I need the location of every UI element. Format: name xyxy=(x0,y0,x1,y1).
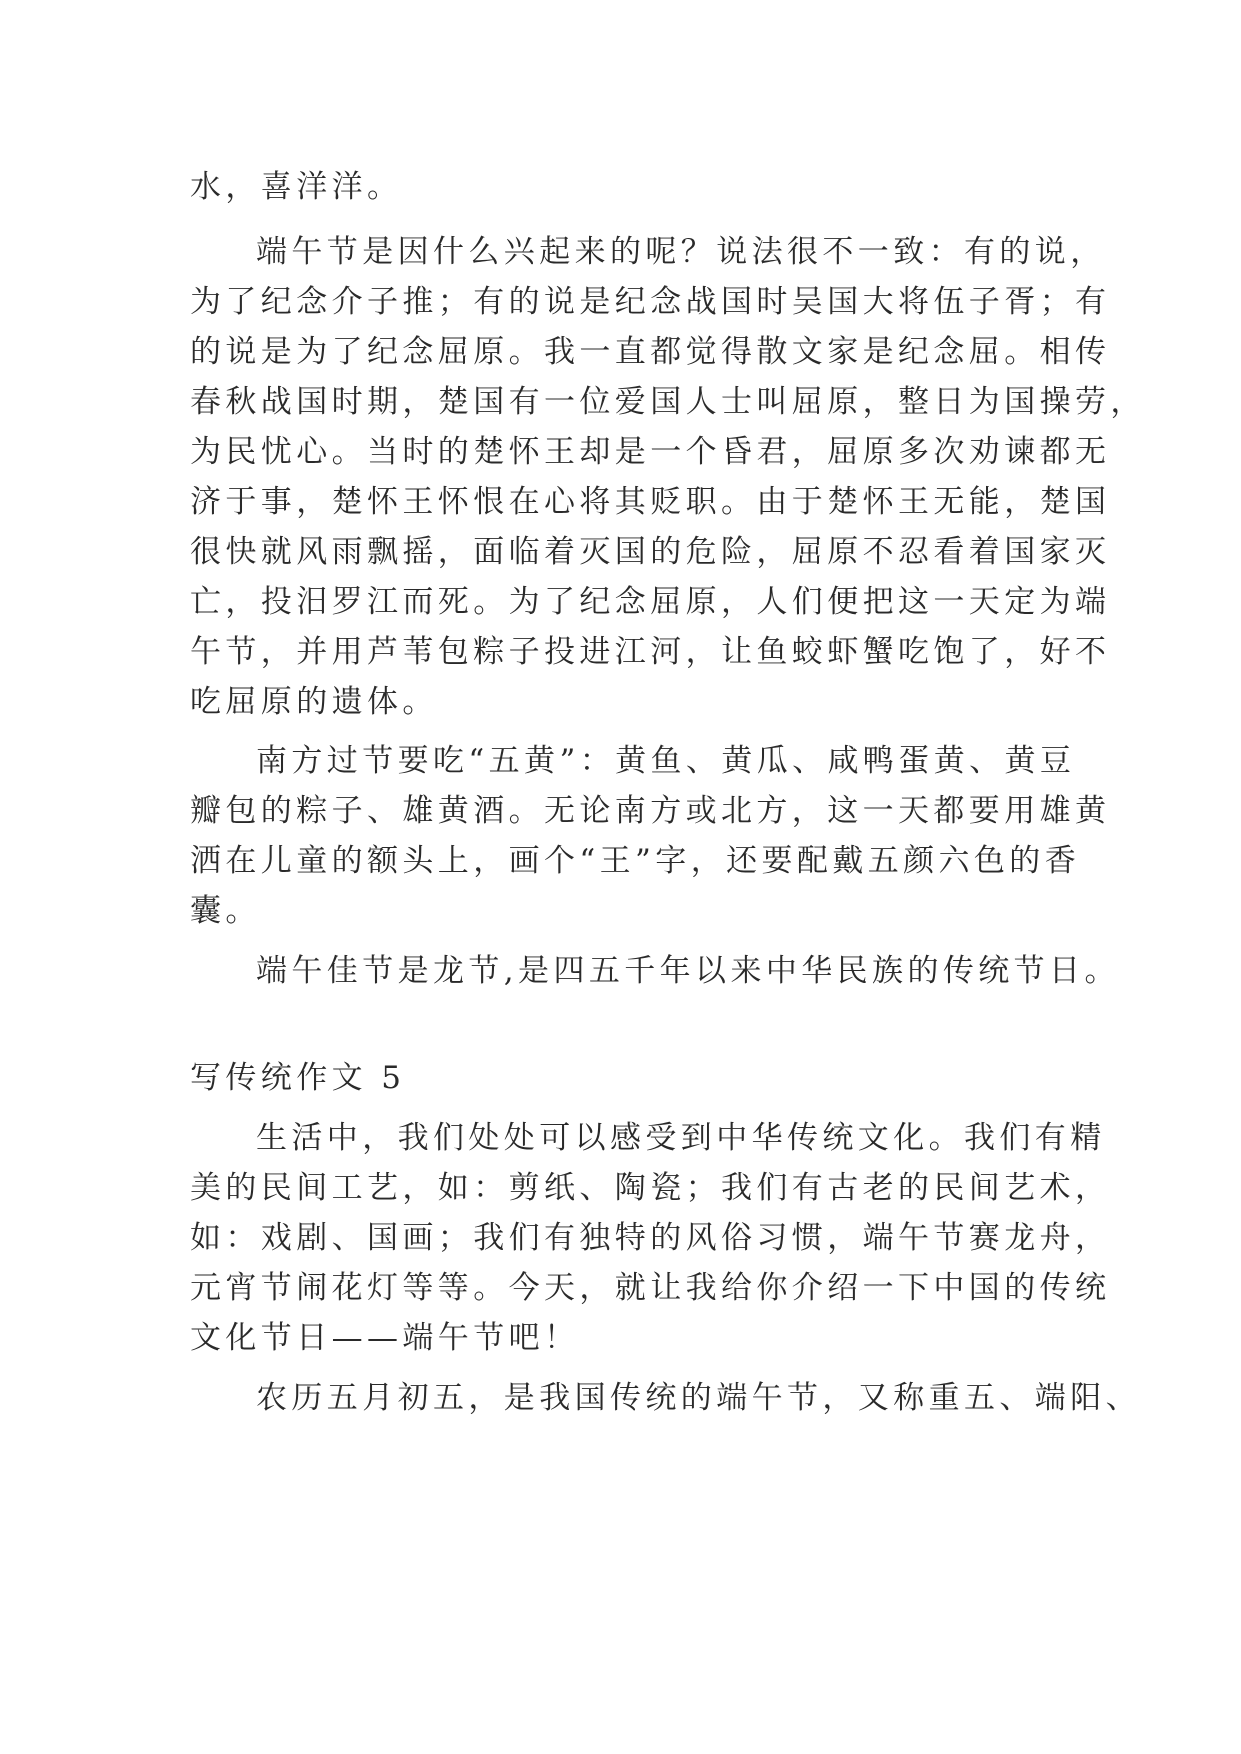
paragraph-start-line: 端午节是因什么兴起来的呢？说法很不一致：有的说， xyxy=(256,234,1106,270)
text-line: 如：戏剧、国画；我们有独特的风俗习惯，端午节赛龙舟， xyxy=(190,1220,1111,1256)
text-line: 很快就风雨飘摇，面临着灭国的危险，屈原不忍看着国家灭 xyxy=(190,534,1111,570)
text-line: 的说是为了纪念屈原。我一直都觉得散文家是纪念屈。相传 xyxy=(190,334,1111,370)
text-line: 亡，投汨罗江而死。为了纪念屈原，人们便把这一天定为端 xyxy=(190,584,1111,620)
text-line: 春秋战国时期，楚国有一位爱国人士叫屈原，整日为国操劳， xyxy=(190,384,1146,420)
text-line: 元宵节闹花灯等等。今天，就让我给你介绍一下中国的传统 xyxy=(190,1270,1111,1306)
text-line: 文化节日——端午节吧！ xyxy=(190,1320,580,1356)
text-line: 水，喜洋洋。 xyxy=(190,169,403,205)
paragraph-start-line: 生活中，我们处处可以感受到中华传统文化。我们有精 xyxy=(256,1120,1106,1156)
text-line: 济于事，楚怀王怀恨在心将其贬职。由于楚怀王无能，楚国 xyxy=(190,484,1111,520)
text-line: 吃屈原的遗体。 xyxy=(190,684,438,720)
text-line: 囊。 xyxy=(190,893,261,929)
text-line: 为民忧心。当时的楚怀王却是一个昏君，屈原多次劝谏都无 xyxy=(190,434,1111,470)
paragraph-start-line: 南方过节要吃“五黄”：黄鱼、黄瓜、咸鸭蛋黄、黄豆 xyxy=(256,743,1076,779)
paragraph-start-line: 农历五月初五，是我国传统的端午节，又称重五、端阳、 xyxy=(256,1380,1141,1416)
paragraph-start-line: 端午佳节是龙节,是四五千年以来中华民族的传统节日。 xyxy=(256,953,1120,989)
text-line: 瓣包的粽子、雄黄酒。无论南方或北方，这一天都要用雄黄 xyxy=(190,793,1111,829)
document-page xyxy=(190,0,1146,1754)
text-line: 美的民间工艺，如：剪纸、陶瓷；我们有古老的民间艺术， xyxy=(190,1170,1111,1206)
text-line: 洒在儿童的额头上，画个“王”字，还要配戴五颜六色的香 xyxy=(190,843,1081,879)
text-line: 午节，并用芦苇包粽子投进江河，让鱼蛟虾蟹吃饱了，好不 xyxy=(190,634,1111,670)
text-line: 为了纪念介子推；有的说是纪念战国时吴国大将伍子胥；有 xyxy=(190,284,1111,320)
section-heading: 写传统作文 5 xyxy=(190,1060,406,1096)
